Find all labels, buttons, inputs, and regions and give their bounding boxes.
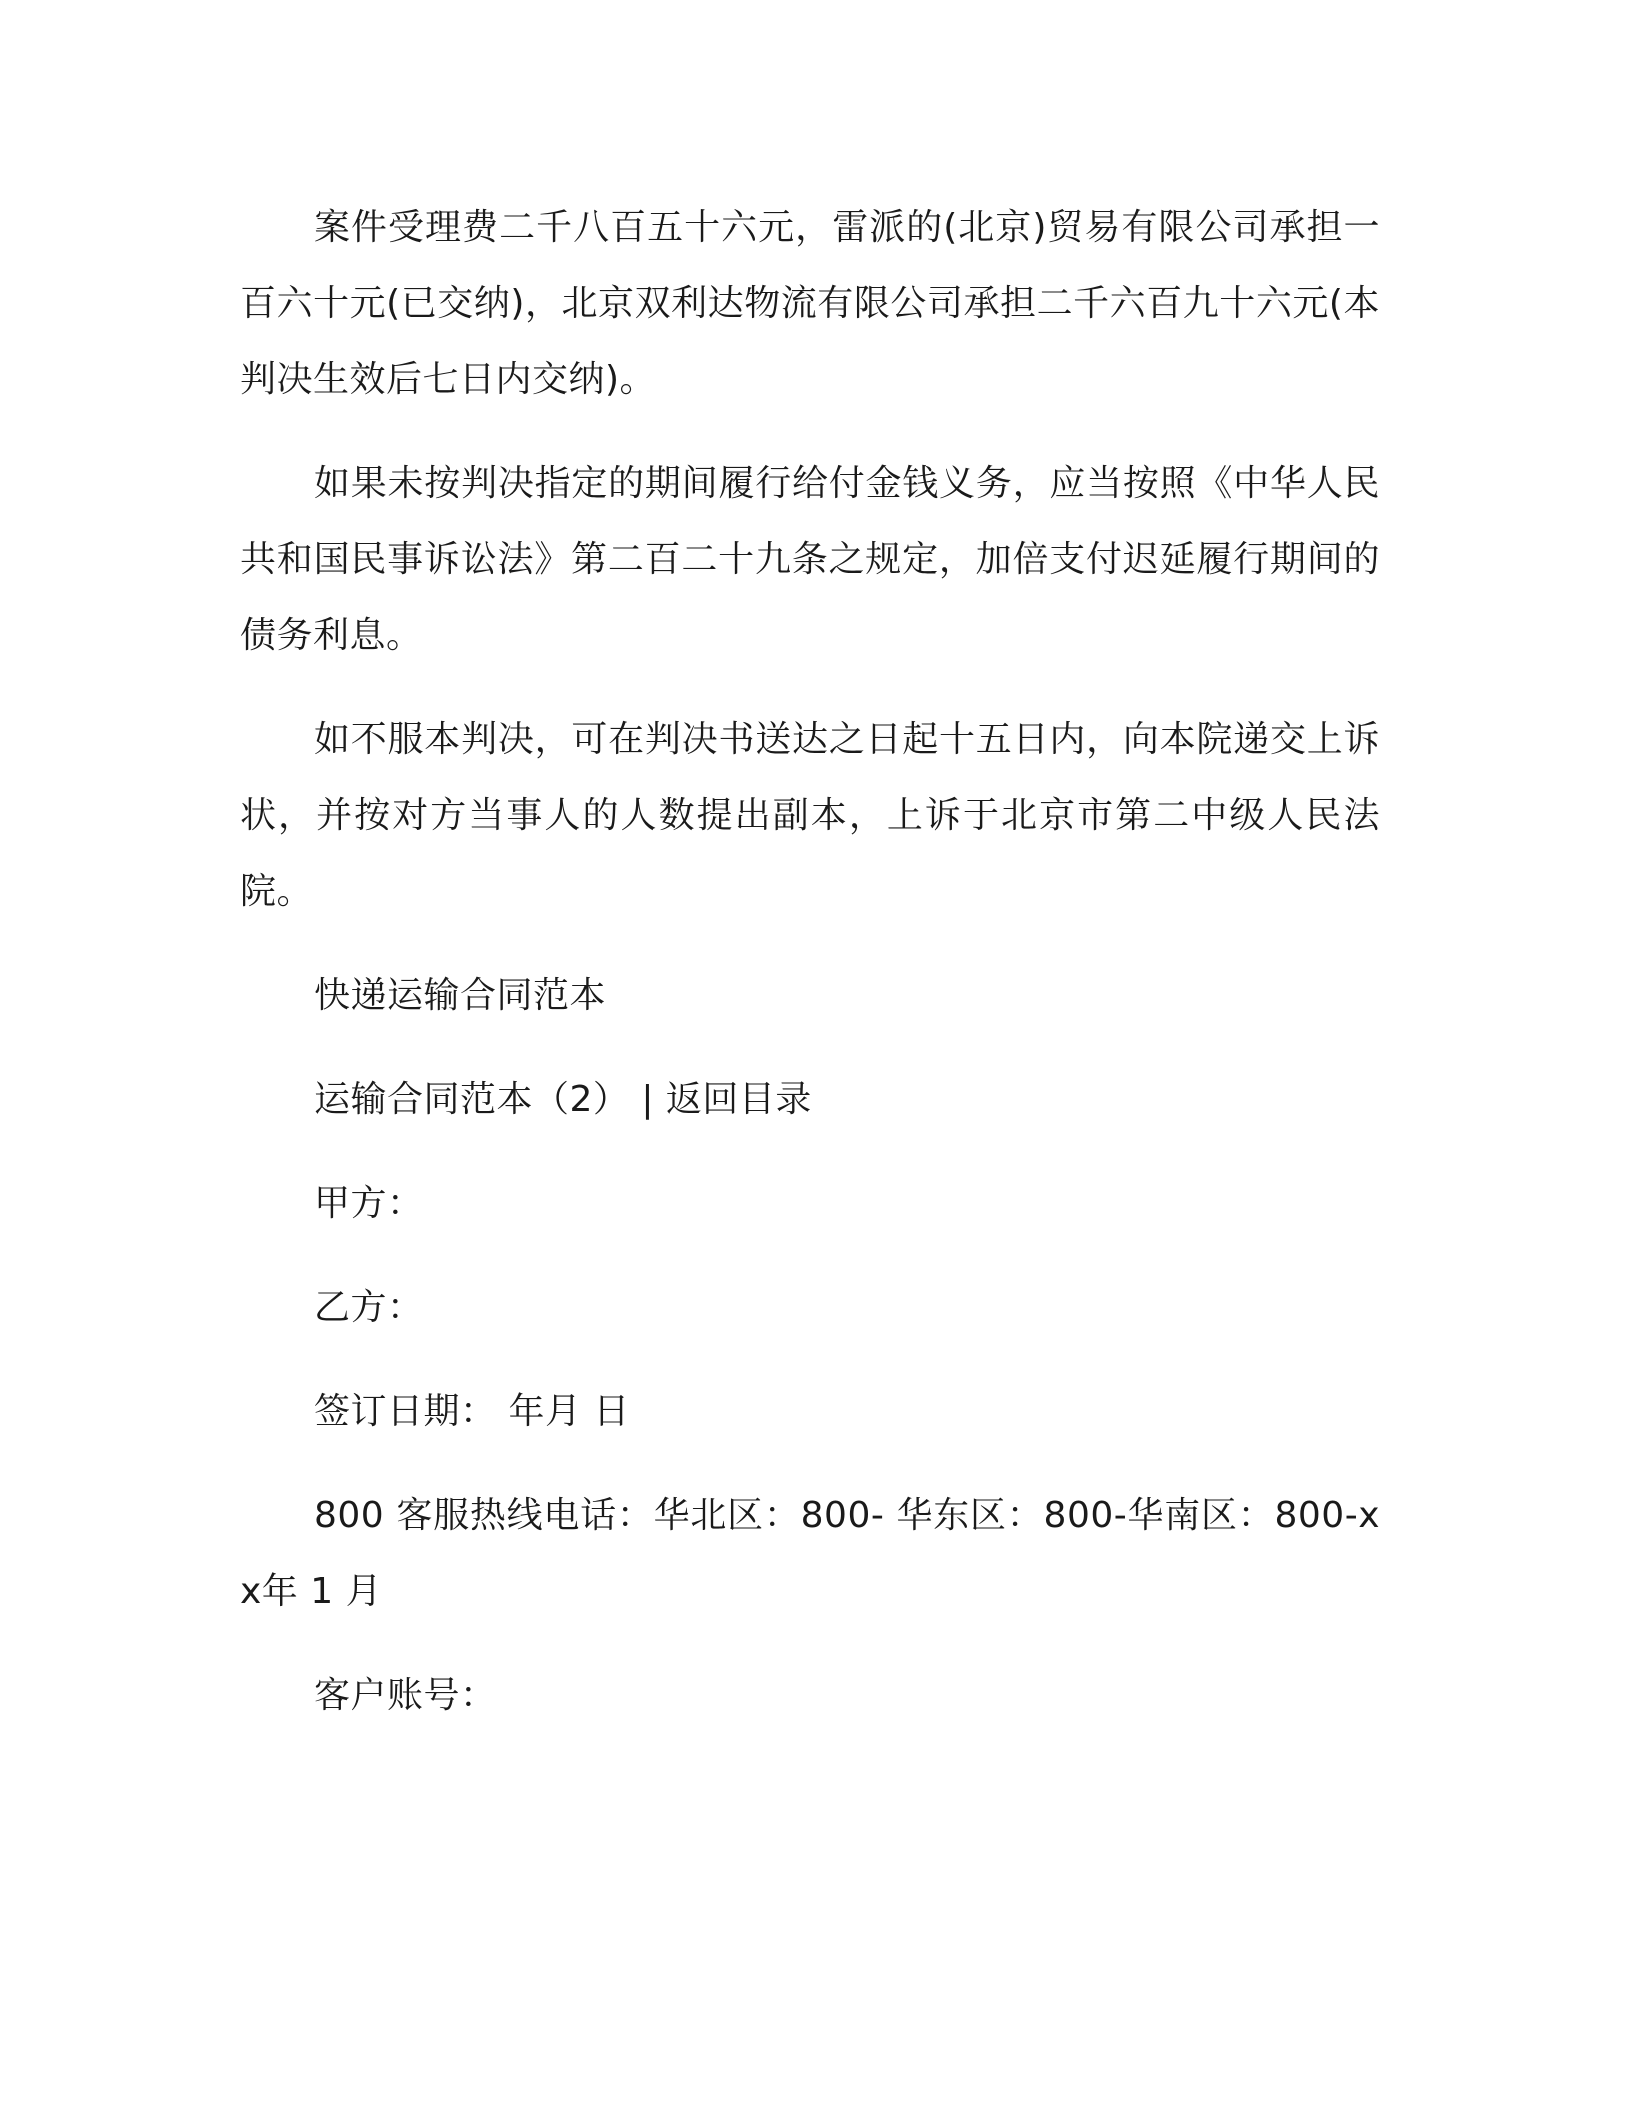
hotline-text: 800 客服热线电话：华北区：800- 华东区：800-华南区：800-xx年 1 月	[240, 1495, 1380, 1612]
party-b-label: 乙方：	[314, 1287, 424, 1328]
paragraph-appeal: 如不服本判决，可在判决书送达之日起十五日内，向本院递交上诉状，并按对方当事人的人数提出副本，上诉于北京市第二中级人民法院。	[240, 719, 1380, 912]
subtitle-back-link[interactable]: 运输合同范本（2） | 返回目录	[314, 1079, 812, 1120]
paragraph-late-interest: 如果未按判决指定的期间履行给付金钱义务，应当按照《中华人民共和国民事诉讼法》第二百二十九条之规定，加倍支付迟延履行期间的债务利息。	[240, 463, 1380, 656]
customer-account-label: 客户账号：	[314, 1675, 497, 1716]
sign-date-label: 签订日期： 年月 日	[314, 1391, 630, 1432]
party-a-label: 甲方：	[314, 1183, 424, 1224]
document-page	[240, 190, 1380, 1762]
section-title: 快递运输合同范本	[314, 975, 607, 1016]
paragraph-fees: 案件受理费二千八百五十六元，雷派的(北京)贸易有限公司承担一百六十元(已交纳)，北京双利达物流有限公司承担二千六百九十六元(本判决生效后七日内交纳)。	[240, 207, 1380, 400]
